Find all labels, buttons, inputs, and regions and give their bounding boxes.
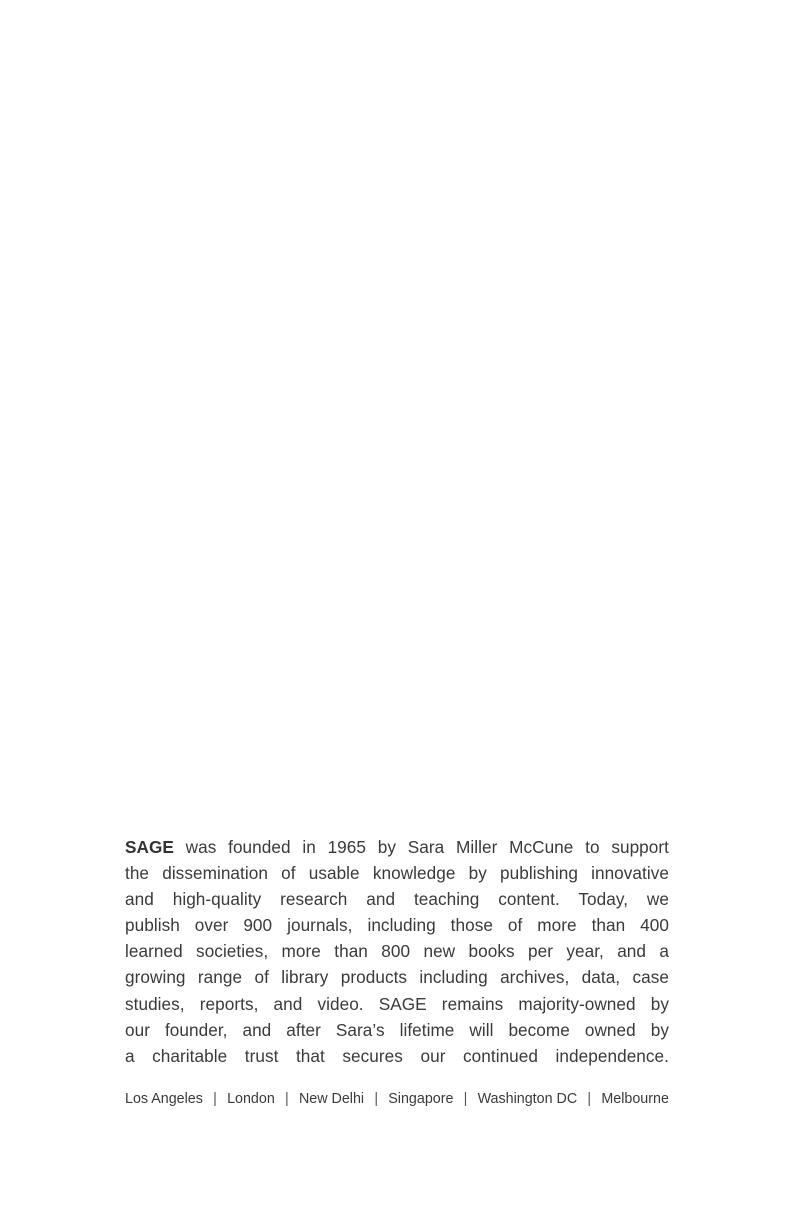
description-line: our founder, and after Sara’s lifetime will become owned by — [125, 1019, 669, 1040]
description-line: and high-quality research and teaching content. Today, we — [125, 889, 669, 910]
description-line: learned societies, more than 800 new books per year, and a — [125, 941, 669, 962]
description-line: studies, reports, and video. SAGE remains majority-owned by — [125, 993, 669, 1014]
description-line — [125, 834, 669, 860]
office-locations — [125, 1090, 669, 1108]
location-separator: | — [587, 1090, 592, 1107]
location-separator: | — [374, 1090, 379, 1107]
publisher-name: SAGE — [125, 837, 174, 857]
publisher-description — [125, 834, 669, 1069]
office-location: Melbourne — [601, 1090, 669, 1107]
location-separator: | — [285, 1090, 289, 1107]
location-separator: | — [213, 1090, 217, 1107]
publisher-imprint — [125, 834, 669, 1108]
location-separator: | — [463, 1090, 468, 1107]
description-line: the dissemination of usable knowledge by publishing innovative — [125, 863, 669, 884]
description-line: growing range of library products including archives, data, case — [125, 967, 669, 988]
description-line: publish over 900 journals, including those of more than 400 — [125, 915, 669, 936]
office-location: Los Angeles — [125, 1090, 203, 1107]
office-location: Singapore — [388, 1090, 454, 1107]
description-line: a charitable trust that secures our continued independence. — [125, 1045, 669, 1066]
office-location: London — [227, 1090, 275, 1107]
office-location: Washington DC — [477, 1090, 578, 1107]
office-location: New Delhi — [298, 1090, 365, 1107]
description-text: was founded in 1965 by Sara Miller McCune to support — [173, 837, 669, 857]
